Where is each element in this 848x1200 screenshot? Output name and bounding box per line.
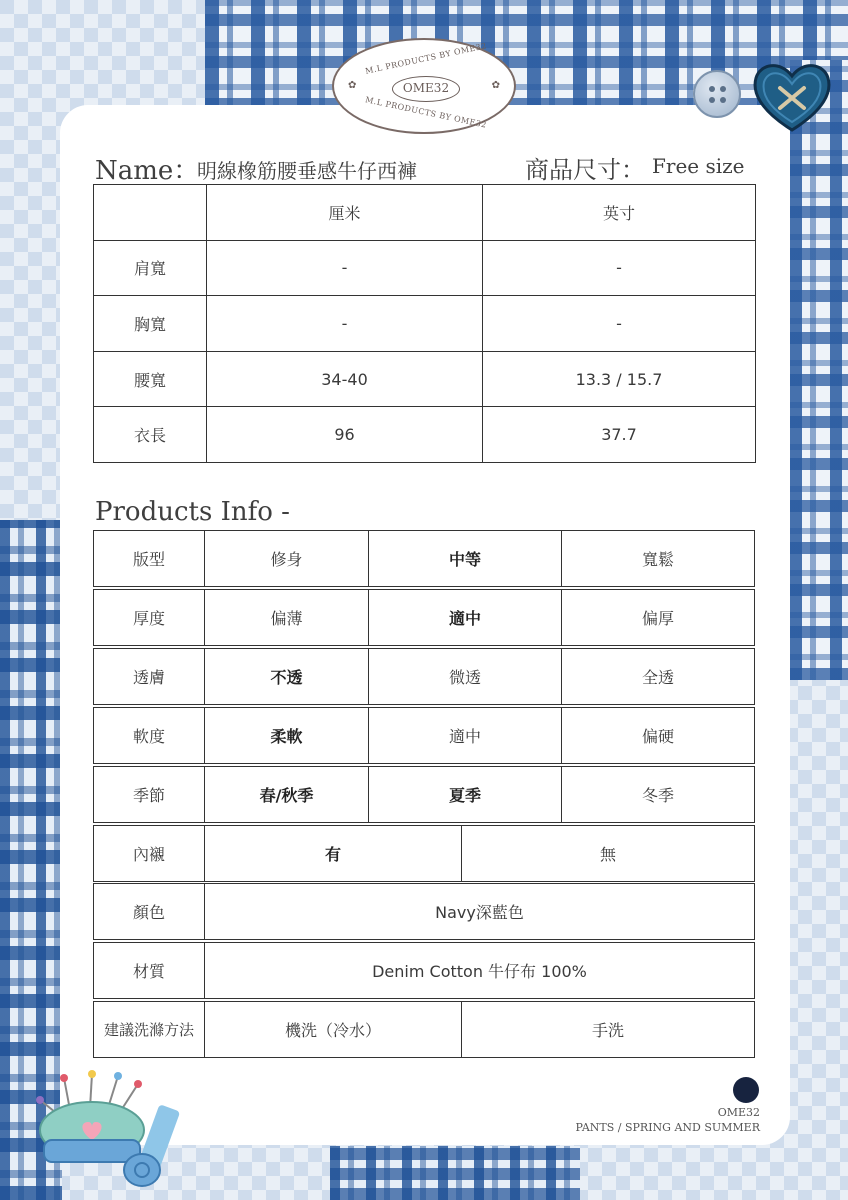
info-value: Denim Cotton 牛仔布 100%: [205, 943, 755, 999]
stamp-center-text: OME32: [392, 76, 460, 102]
footer-category: PANTS / SPRING AND SUMMER: [575, 1121, 760, 1134]
info-row-color: [93, 883, 755, 940]
table-cell: 腰寬: [94, 351, 207, 407]
table-header-cell: [94, 185, 207, 241]
footer-brand: OME32: [717, 1106, 760, 1119]
info-option: 冬季: [562, 767, 755, 823]
table-cell: -: [483, 296, 756, 352]
info-row-label: 版型: [94, 531, 205, 587]
info-value: Navy深藍色: [205, 884, 755, 940]
table-cell: -: [483, 240, 756, 296]
table-cell: 96: [207, 407, 483, 463]
info-row-label: 軟度: [94, 708, 205, 764]
table-header-cell: 英寸: [483, 185, 756, 241]
table-cell: 肩寬: [94, 240, 207, 296]
products-info-title: Products Info -: [95, 497, 290, 527]
table-cell: 34-40: [207, 351, 483, 407]
info-row-label: 季節: [94, 767, 205, 823]
flower-icon: ✿: [348, 80, 357, 91]
table-row: [94, 407, 756, 463]
product-header: [95, 150, 755, 184]
table-cell: -: [207, 240, 483, 296]
heart-button-icon: [750, 56, 834, 136]
navy-dot-icon: [733, 1077, 759, 1103]
info-option: 手洗: [462, 1002, 755, 1058]
info-option-selected: 有: [205, 826, 462, 882]
info-option: 微透: [369, 649, 562, 705]
info-option: 無: [462, 826, 755, 882]
product-name: 明線橡筋腰垂感牛仔西褲: [197, 159, 417, 183]
info-option-selected: 夏季: [369, 767, 562, 823]
pincushion-icon: [30, 1070, 190, 1190]
size-value: Free size: [652, 154, 745, 178]
table-cell: 衣長: [94, 407, 207, 463]
info-option: 偏硬: [562, 708, 755, 764]
table-row: [94, 240, 756, 296]
table-row: [94, 296, 756, 352]
info-option: 機洗（冷水）: [205, 1002, 462, 1058]
info-option: 寬鬆: [562, 531, 755, 587]
info-row-label: 建議洗滌方法: [94, 1002, 205, 1058]
info-option-selected: 適中: [369, 590, 562, 646]
info-row-transparency: [93, 648, 755, 705]
info-row-washing: [93, 1001, 755, 1058]
info-row-label: 顏色: [94, 884, 205, 940]
stamp-top-text: M.L PRODUCTS BY OME32: [364, 41, 488, 76]
flower-icon: ✿: [491, 80, 500, 91]
sewing-button-icon: [693, 70, 741, 118]
info-row-label: 透膚: [94, 649, 205, 705]
table-header-cell: 厘米: [207, 185, 483, 241]
info-option-selected: 不透: [205, 649, 369, 705]
size-table: [93, 184, 756, 463]
info-row-fit: [93, 530, 755, 587]
table-cell: -: [207, 296, 483, 352]
info-option-selected: 柔軟: [205, 708, 369, 764]
plaid-decoration-bottom: [330, 1146, 580, 1200]
table-cell: 13.3 / 15.7: [483, 351, 756, 407]
info-option-selected: 中等: [369, 531, 562, 587]
info-row-thickness: [93, 589, 755, 646]
stamp-bottom-text: M.L PRODUCTS BY OME32: [364, 95, 488, 130]
size-label: 商品尺寸：: [525, 156, 645, 184]
info-row-softness: [93, 707, 755, 764]
info-row-material: [93, 942, 755, 999]
info-row-label: 厚度: [94, 590, 205, 646]
info-option: 適中: [369, 708, 562, 764]
info-option-selected: 春/秋季: [205, 767, 369, 823]
plaid-decoration-right: [790, 60, 848, 680]
name-label: Name：: [95, 156, 200, 186]
brand-stamp-logo: [332, 38, 516, 134]
info-option: 全透: [562, 649, 755, 705]
info-row-lining: [93, 825, 755, 882]
table-cell: 胸寬: [94, 296, 207, 352]
info-row-season: [93, 766, 755, 823]
table-header-row: [94, 185, 756, 241]
info-row-label: 材質: [94, 943, 205, 999]
table-row: [94, 351, 756, 407]
table-cell: 37.7: [483, 407, 756, 463]
info-row-label: 內襯: [94, 826, 205, 882]
info-option: 偏薄: [205, 590, 369, 646]
info-option: 修身: [205, 531, 369, 587]
info-option: 偏厚: [562, 590, 755, 646]
